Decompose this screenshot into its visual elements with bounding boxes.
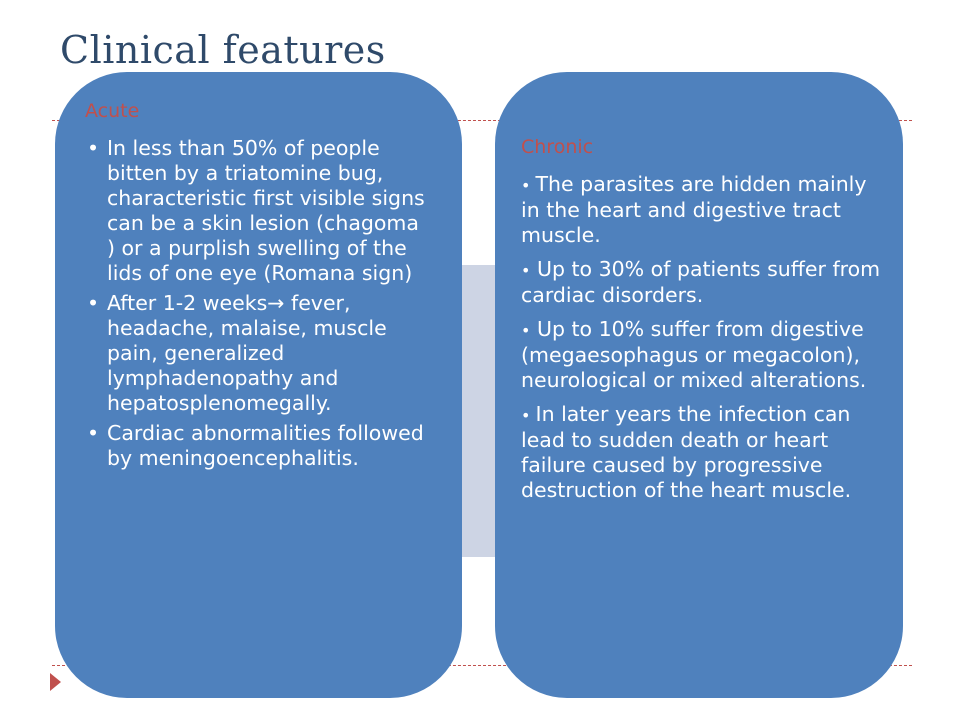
bullet-icon: •: [521, 406, 536, 425]
chronic-panel: [495, 72, 903, 698]
chronic-heading: Chronic: [521, 136, 594, 158]
chronic-item-2-text: Up to 30% of patients suffer from cardiac disorders.: [521, 257, 881, 307]
slide-marker-icon: [50, 673, 61, 691]
bullet-icon: •: [521, 321, 531, 340]
slide-title: Clinical features: [60, 28, 386, 72]
acute-item-3: • Cardiac abnormalities followed by meningoencephalitis.: [85, 421, 432, 471]
acute-item-1: • In less than 50% of people bitten by a triatomine bug, characteristic first visible signs can be a skin lesion (chagoma ) or a purplish swelling of the lids of one eye (Romana sign): [85, 136, 432, 286]
acute-heading: Acute: [85, 100, 140, 122]
chronic-list: [521, 172, 881, 503]
bullet-icon: •: [521, 176, 536, 195]
chronic-item-2: [521, 257, 881, 308]
chronic-item-4: [521, 402, 881, 503]
chronic-item-3: [521, 317, 881, 393]
acute-item-2: • After 1-2 weeks→ fever, headache, malaise, muscle pain, generalized lymphadenopathy and hepatosplenomegally.: [85, 291, 432, 416]
chronic-item-3-text: Up to 10% suffer from digestive (megaesophagus or megacolon), neurological or mixed alterations.: [521, 317, 867, 392]
chronic-item-1-text: The parasites are hidden mainly in the heart and digestive tract muscle.: [521, 172, 867, 247]
bullet-icon: •: [521, 261, 531, 280]
acute-list: [85, 136, 432, 471]
acute-panel: [55, 72, 462, 698]
chronic-item-4-text: In later years the infection can lead to sudden death or heart failure caused by progressive destruction of the heart muscle.: [521, 402, 852, 502]
chronic-item-1: [521, 172, 881, 248]
